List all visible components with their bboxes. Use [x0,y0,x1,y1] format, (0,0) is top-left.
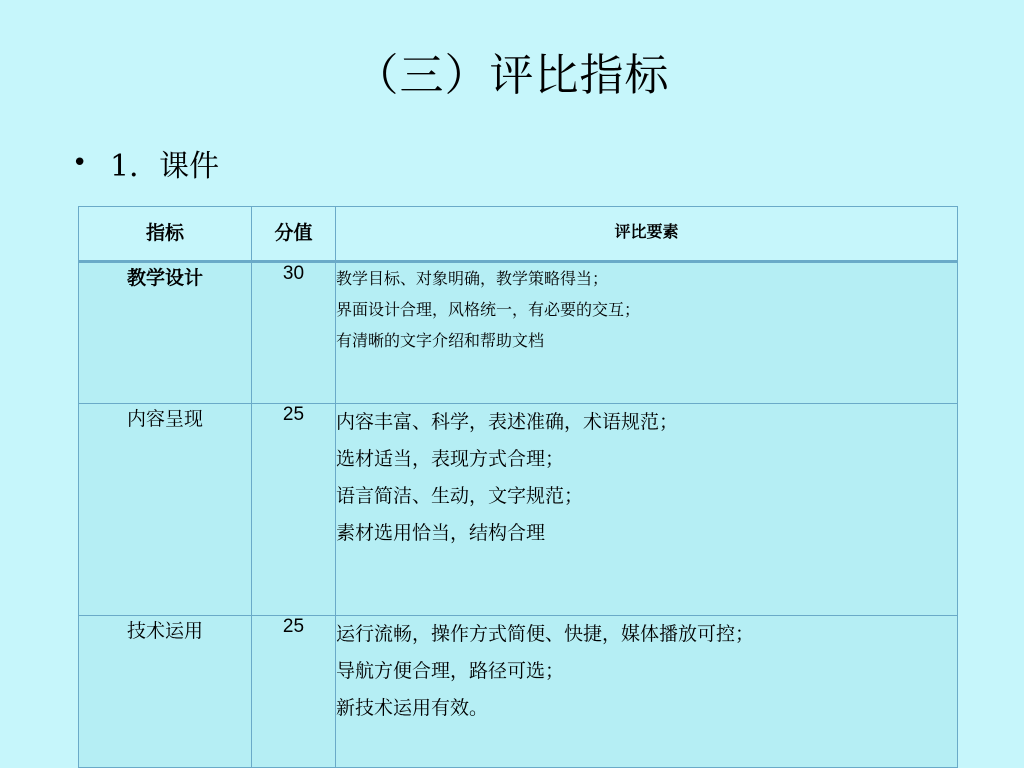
bullet-item [72,140,219,186]
header-elements: 评比要素 [336,207,958,262]
element-line: 教学目标、对象明确，教学策略得当； [336,269,609,288]
header-indicator: 指标 [79,207,252,262]
table-header-row [79,207,958,262]
bullet-marker: • [72,148,88,178]
table-row [79,404,958,616]
header-score: 分值 [252,207,336,262]
element-line: 界面设计合理，风格统一，有必要的交互； [336,300,641,319]
row-score: 30 [252,262,336,404]
evaluation-table [78,206,958,768]
element-line: 新技术运用有效。 [336,697,489,719]
row-elements [336,616,958,768]
page-title: （三）评比指标 [354,50,670,101]
element-line: 内容丰富、科学，表述准确，术语规范； [336,411,679,433]
table-row [79,616,958,768]
row-score: 25 [252,616,336,768]
row-score: 25 [252,404,336,616]
element-line: 语言简洁、生动，文字规范； [336,485,584,507]
row-elements [336,262,958,404]
row-indicator: 内容呈现 [79,404,252,616]
bullet-text: 1．课件 [110,149,220,184]
element-line: 导航方便合理，路径可选； [336,660,565,682]
element-line: 运行流畅，操作方式简便、快捷，媒体播放可控； [336,623,755,645]
element-line: 有清晰的文字介绍和帮助文档 [336,331,545,350]
row-indicator: 技术运用 [79,616,252,768]
row-elements [336,404,958,616]
row-indicator: 教学设计 [79,262,252,404]
element-line: 素材选用恰当，结构合理 [336,522,546,544]
table-row [79,262,958,404]
element-line: 选材适当，表现方式合理； [336,448,565,470]
